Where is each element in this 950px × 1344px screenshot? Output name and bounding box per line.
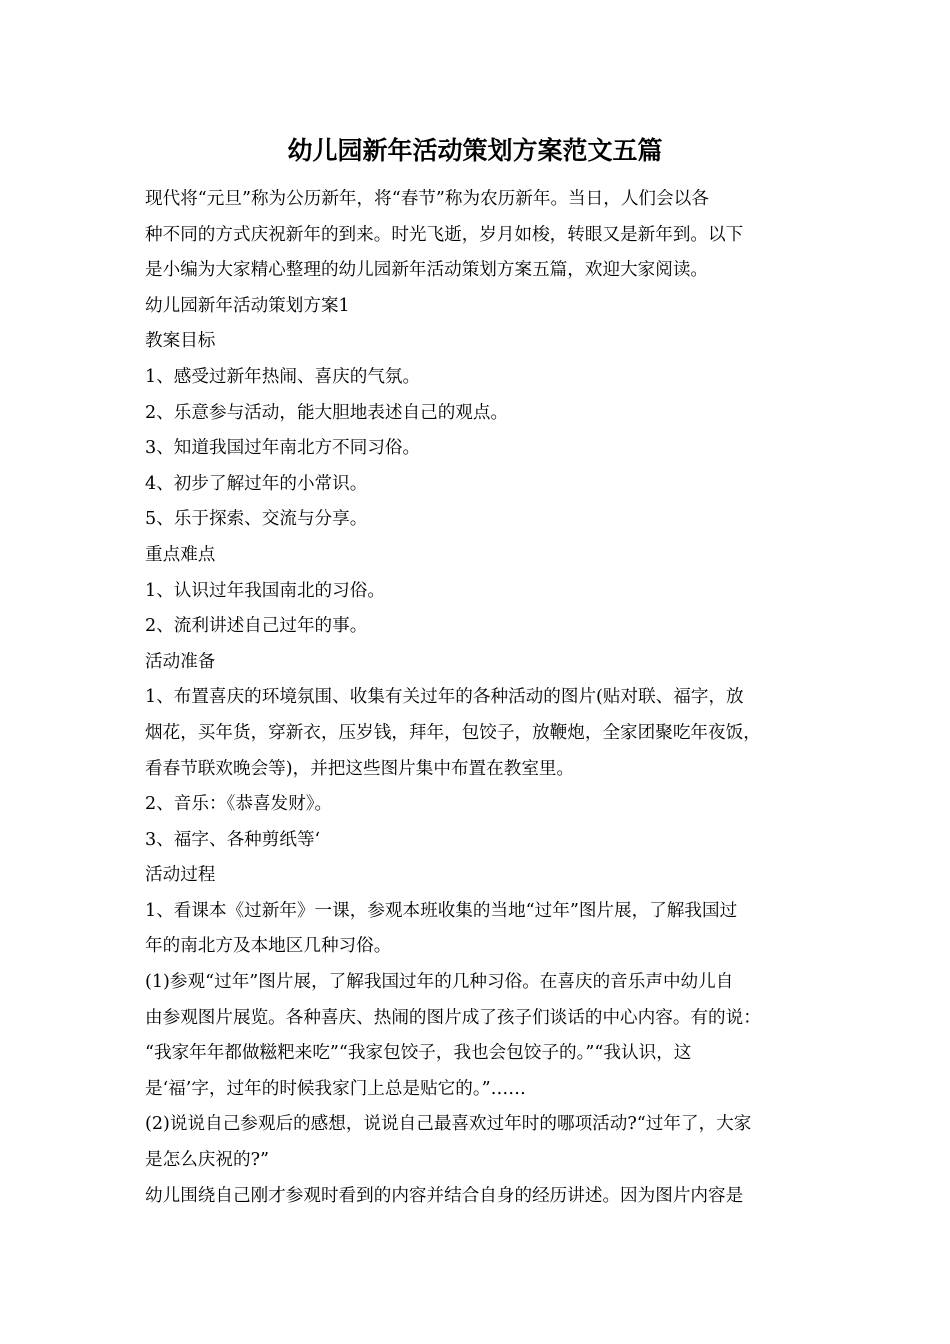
subsection-heading: 重点难点: [145, 544, 216, 565]
list-item: 4、初步了解过年的小常识。: [145, 473, 368, 494]
subsection-heading: 活动过程: [145, 865, 216, 886]
text-line: 年的南北方及本地区几种习俗。: [145, 936, 392, 957]
text-line: 是小编为大家精心整理的幼儿园新年活动策划方案五篇，欢迎大家阅读。: [145, 260, 709, 281]
text-line: 1、看课本《过新年》一课，参观本班收集的当地“过年”图片展，了解我国过: [145, 900, 738, 921]
list-item: 3、知道我国过年南北方不同习俗。: [145, 438, 421, 459]
section-heading: 幼儿园新年活动策划方案1: [145, 295, 350, 316]
text-line: 烟花，买年货，穿新衣，压岁钱，拜年，包饺子，放鞭炮，全家团聚吃年夜饭，: [145, 722, 761, 743]
list-item: 3、福字、各种剪纸等‘: [145, 829, 321, 850]
text-line: 现代将“元旦”称为公历新年，将“春节”称为农历新年。当日，人们会以各: [145, 189, 709, 209]
list-item: 2、流利讲述自己过年的事。: [145, 616, 368, 637]
text-line: “我家年年都做糍粑来吃”“我家包饺子，我也会包饺子的。”“我认识，这: [145, 1043, 692, 1064]
subsection-heading: 活动准备: [145, 651, 216, 672]
text-line: 看春节联欢晚会等)，并把这些图片集中布置在教室里。: [145, 758, 575, 779]
document-title: 幼儿园新年活动策划方案范文五篇: [287, 136, 663, 165]
text-line: 种不同的方式庆祝新年的到来。时光飞逝，岁月如梭，转眼又是新年到。以下: [145, 224, 744, 245]
list-item: 2、音乐：《恭喜发财》。: [145, 794, 333, 815]
text-line: (2)说说自己参观后的感想，说说自己最喜欢过年时的哪项活动?“过年了，大家: [145, 1114, 752, 1135]
subsection-heading: 教案目标: [145, 331, 216, 352]
text-line: 由参观图片展览。各种喜庆、热闹的图片成了孩子们谈话的中心内容。有的说：: [145, 1007, 761, 1028]
list-item: 1、感受过新年热闹、喜庆的气氛。: [145, 366, 421, 387]
list-item: 2、乐意参与活动，能大胆地表述自己的观点。: [145, 402, 509, 423]
text-line: 是怎么庆祝的?”: [145, 1150, 269, 1171]
document-body: [145, 182, 825, 1214]
text-line: 是‘福’字，过年的时候我家门上总是贴它的。”……: [145, 1078, 526, 1099]
list-item: 1、认识过年我国南北的习俗。: [145, 580, 385, 601]
text-line: (1)参观“过年”图片展，了解我国过年的几种习俗。在喜庆的音乐声中幼儿自: [145, 972, 734, 993]
text-line: 幼儿围绕自己刚才参观时看到的内容并结合自身的经历讲述。因为图片内容是: [145, 1185, 744, 1206]
text-line: 1、布置喜庆的环境氛围、收集有关过年的各种活动的图片(贴对联、福字，放: [145, 687, 744, 708]
list-item: 5、乐于探索、交流与分享。: [145, 509, 368, 530]
